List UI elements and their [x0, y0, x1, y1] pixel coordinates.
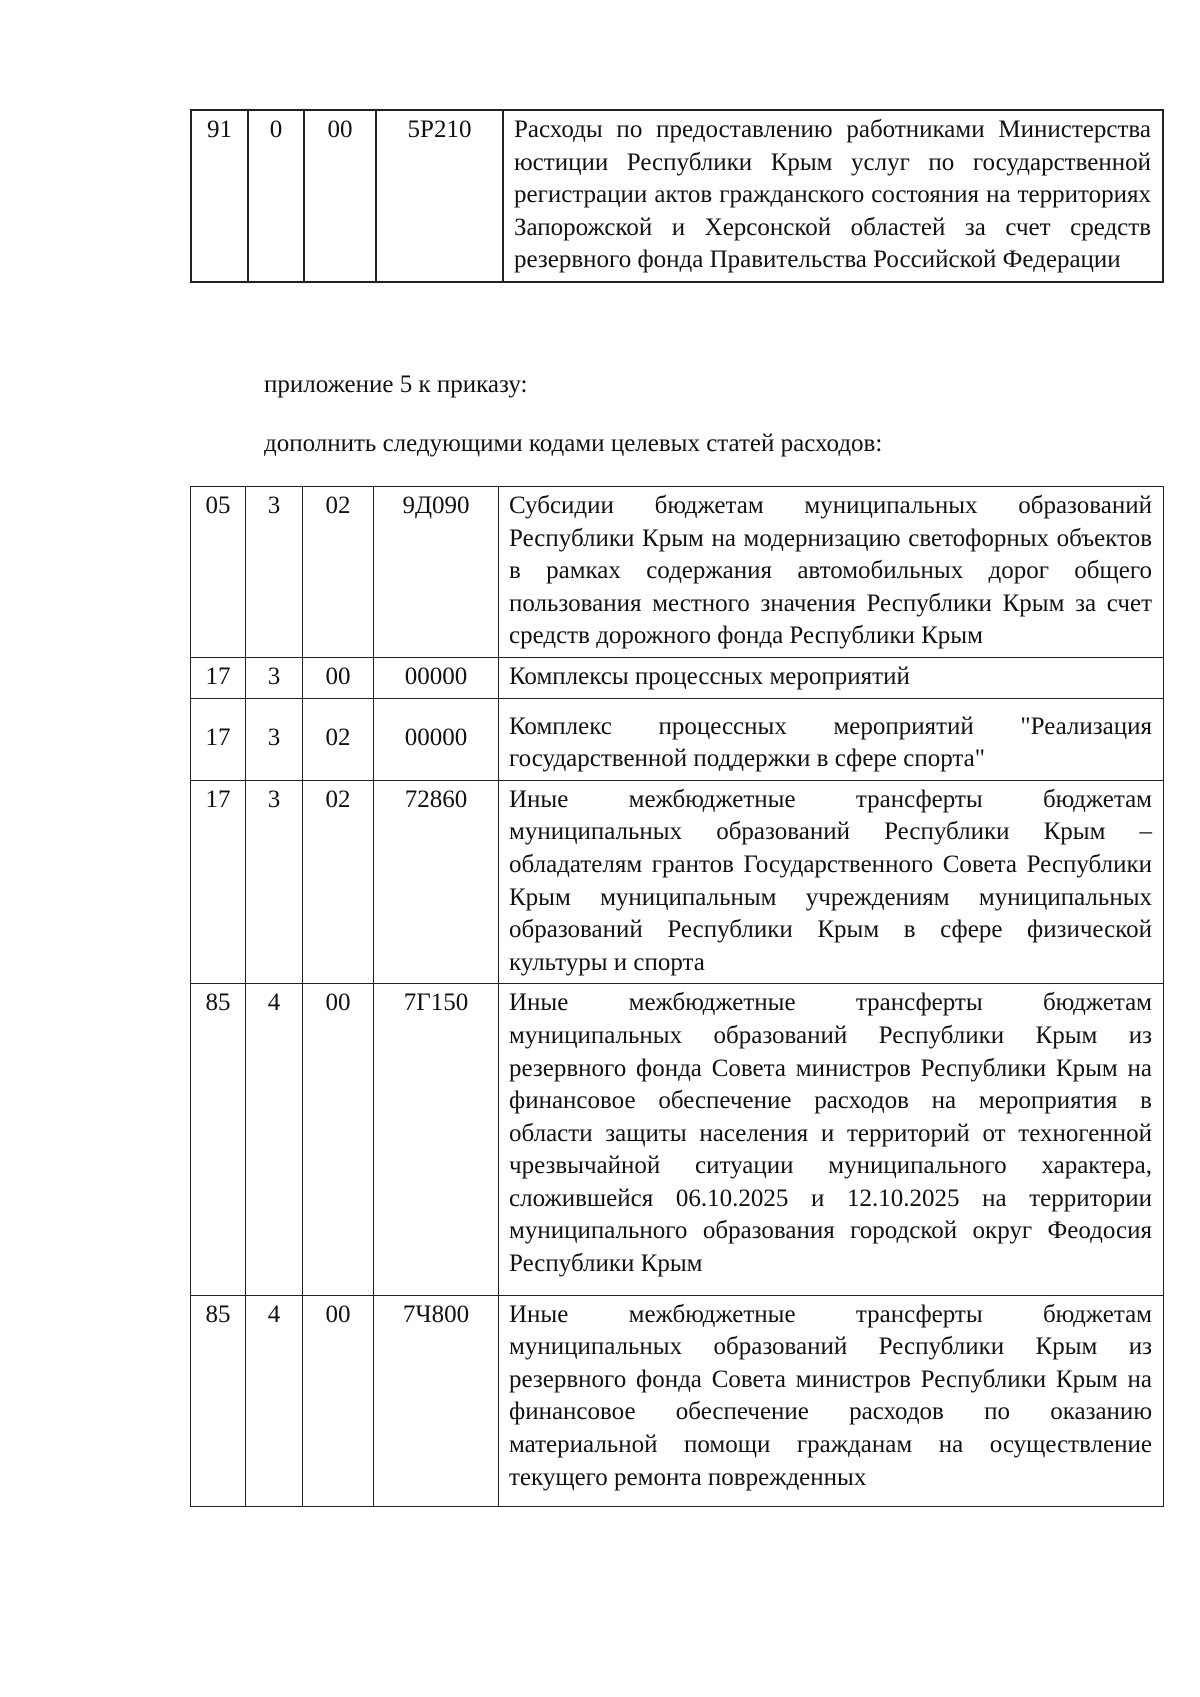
code-part-2: 3 — [246, 698, 303, 780]
table-row — [191, 110, 1163, 282]
table-row — [191, 1295, 1164, 1506]
table-row — [191, 698, 1164, 780]
code-part-2: 4 — [246, 984, 303, 1295]
code-part-3: 00 — [303, 657, 374, 698]
expense-codes-table-2 — [190, 486, 1164, 1507]
expense-description: Комплекс процессных мероприятий "Реализация государственной поддержки в сфере спорта" — [499, 698, 1164, 780]
code-part-4: 7Ч800 — [374, 1295, 499, 1506]
code-part-1: 85 — [191, 984, 246, 1295]
table-row — [191, 657, 1164, 698]
table-row — [191, 487, 1164, 658]
expense-description: Комплексы процессных мероприятий — [499, 657, 1164, 698]
code-part-4: 72860 — [374, 780, 499, 984]
code-part-4: 9Д090 — [374, 487, 499, 658]
code-part-1: 05 — [191, 487, 246, 658]
code-part-3: 00 — [304, 110, 376, 282]
code-part-4: 00000 — [374, 657, 499, 698]
expense-codes-table-1 — [190, 109, 1164, 283]
code-part-3: 02 — [303, 780, 374, 984]
code-part-3: 00 — [303, 984, 374, 1295]
code-part-1: 85 — [191, 1295, 246, 1506]
expense-description: Иные межбюджетные трансферты бюджетам муниципальных образований Республики Крым из резервного фонда Совета министров Республики Крым на финансовое обеспечение расходов на мероприятия в области защиты населения и территорий от техногенной чрезвычайной ситуации муниципального характера, сложившейся 06.10.2025 и 12.10.2025 на территории муниципального образования городской округ Феодосия Республики Крым — [499, 984, 1164, 1295]
code-part-4: 7Г150 — [374, 984, 499, 1295]
expense-description: Иные межбюджетные трансферты бюджетам муниципальных образований Республики Крым – обладателям грантов Государственного Совета Республики Крым муниципальным учреждениям муниципальных образований Республики Крым в сфере физической культуры и спорта — [499, 780, 1164, 984]
code-part-1: 17 — [191, 698, 246, 780]
code-part-1: 91 — [191, 110, 248, 282]
table-row — [191, 984, 1164, 1295]
instruction-text: дополнить следующими кодами целевых статей расходов: — [264, 430, 883, 457]
code-part-1: 17 — [191, 657, 246, 698]
code-part-2: 0 — [248, 110, 304, 282]
code-part-2: 3 — [246, 780, 303, 984]
appendix-reference: приложение 5 к приказу: — [264, 371, 528, 398]
code-part-2: 3 — [246, 487, 303, 658]
expense-description-text: Иные межбюджетные трансферты бюджетам муниципальных образований Республики Крым из резервного фонда Совета министров Республики Крым на финансовое обеспечение расходов по оказанию материальной помощи гражданам на осуществление текущего ремонта поврежденных — [509, 1300, 1152, 1491]
code-part-4: 5Р210 — [376, 110, 503, 282]
expense-description: Расходы по предоставлению работниками Министерства юстиции Республики Крым услуг по государственной регистрации актов гражданского состояния на территориях Запорожской и Херсонской областей за счет средств резервного фонда Правительства Российской Федерации — [503, 110, 1163, 282]
expense-description-continued — [499, 1295, 1164, 1506]
code-part-3: 02 — [303, 487, 374, 658]
table-row — [191, 780, 1164, 984]
code-part-3: 00 — [303, 1295, 374, 1506]
code-part-4: 00000 — [374, 698, 499, 780]
code-part-2: 4 — [246, 1295, 303, 1506]
code-part-2: 3 — [246, 657, 303, 698]
code-part-3: 02 — [303, 698, 374, 780]
expense-description: Субсидии бюджетам муниципальных образований Республики Крым на модернизацию светофорных объектов в рамках содержания автомобильных дорог общего пользования местного значения Республики Крым за счет средств дорожного фонда Республики Крым — [499, 487, 1164, 658]
code-part-1: 17 — [191, 780, 246, 984]
